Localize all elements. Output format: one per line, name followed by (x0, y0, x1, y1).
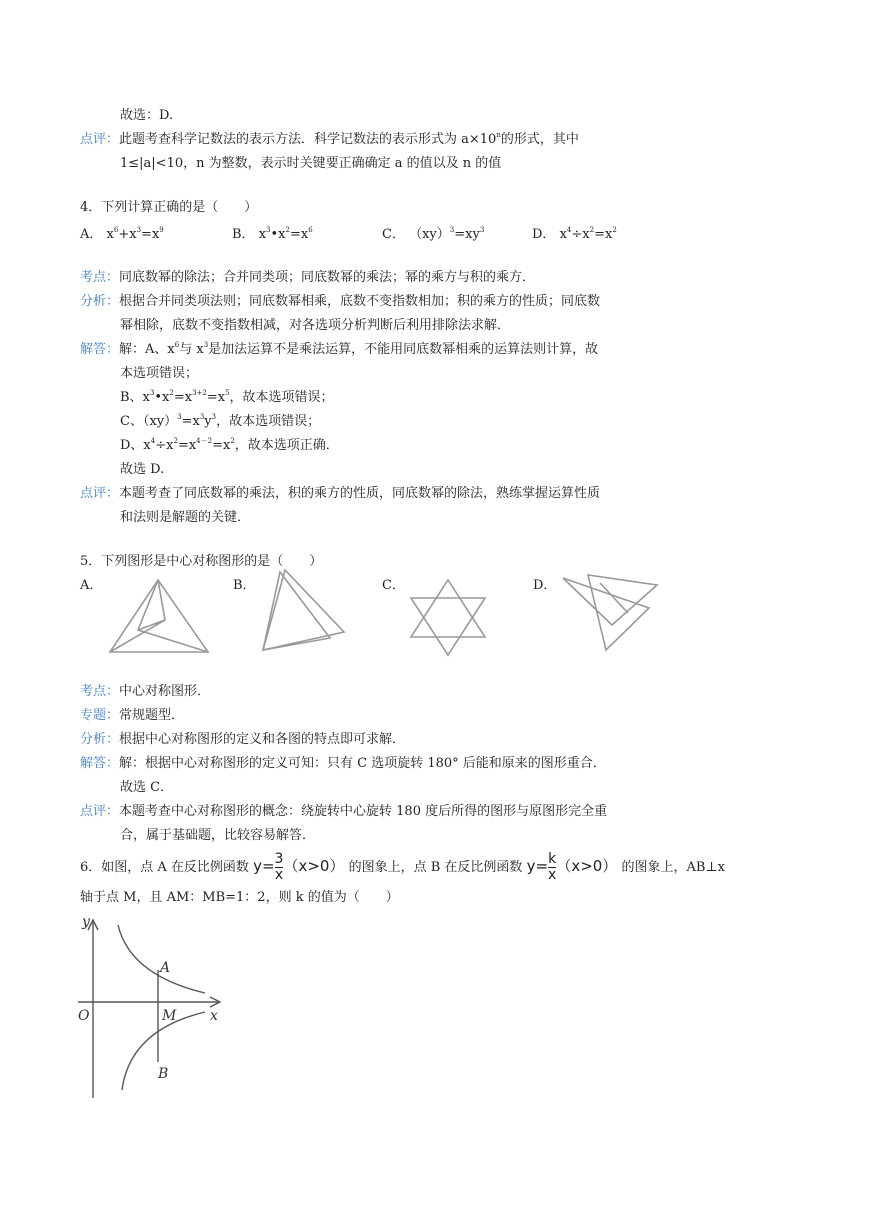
q4-dianping-line2: 和法则是解题的关键． (120, 510, 251, 525)
q4-fenxi-line2: 幂相除，底数不变指数相减，对各选项分析判断后利用排除法求解． (120, 318, 511, 333)
q4-jieda-line4: C、$(xy)^3=x^3y^3$，故本选项错误； (120, 413, 321, 429)
q5-label-c: C． (382, 578, 405, 593)
label-a: A (160, 960, 171, 976)
q4-fenxi-line1: 分析：根据合并同类项法则；同底数幂相乘，底数不变指数相加；积的乘方的性质；同底数 (80, 294, 601, 309)
q4-jieda-line2: 本选项错误； (120, 366, 199, 381)
q4-option-c: C． $(xy)^3=xy^3$ (382, 226, 485, 242)
q4-jieda-line6: 故选 D. (120, 462, 165, 477)
prev-comment-line2: 1≤|a|<10，n 为整数，表示时关键要正确确定 a 的值以及 n 的值 (120, 156, 502, 171)
label-y: y (82, 914, 90, 930)
q5-dianping-line2: 合，属于基础题，比较容易解答． (120, 828, 316, 843)
q5-jieda-line1: 解答：解：根据中心对称图形的定义可知：只有 C 选项旋转 180° 后能和原来的图形重合． (80, 756, 606, 771)
q5-label-b: B． (233, 578, 256, 593)
q4-option-a: A． $x^6+x^3=x^9$ (80, 226, 164, 242)
label-m: M (162, 1008, 177, 1024)
q5-fenxi: 分析：根据中心对称图形的定义和各图的特点即可求解． (80, 732, 406, 747)
q4-stem: 4．下列计算正确的是（ ） (80, 200, 258, 215)
q5-zhuanti: 专题：常规题型． (80, 708, 185, 723)
q5-jieda-line2: 故选 C． (120, 780, 174, 795)
q4-option-b: B． $x^3•x^2=x^6$ (232, 226, 313, 242)
prev-answer: 故选：D. (120, 108, 174, 123)
q4-jieda-line3: B、$x^3•x^2=x^{3+2}=x^5$，故本选项错误； (120, 389, 334, 405)
q6-stem-line1: 6．如图，点 A 在反比例函数 y= $\frac{3}{x}$ （x>0） 的图象上，点 B 在反比例函数 y= $\frac{k}{x}$ （x>0） 的图象上，AB⊥x (80, 851, 725, 883)
q4-jieda-line5: D、$x^4\div x^2=x^{4-2}=x^2$，故本选项正确． (120, 437, 339, 453)
q5-kaodian: 考点：中心对称图形． (80, 684, 211, 699)
prev-comment-line1: 点评：此题考查科学记数法的表示方法．科学记数法的表示形式为 $a\times 10^n$的形式，其中 (80, 131, 579, 147)
q5-dianping-line1: 点评：本题考查中心对称图形的概念：绕旋转中心旋转 180 度后所得的图形与原图形完全重 (80, 804, 608, 819)
fraction-k-over-x: $\frac{k}{x}$ (548, 851, 557, 883)
label-x: x (210, 1008, 218, 1024)
label-b: B (158, 1066, 169, 1082)
q4-option-d: D． $x^4\div x^2=x^2$ (532, 226, 617, 242)
q5-stem: 5．下列图形是中心对称图形的是（ ） (80, 554, 323, 569)
q5-label-d: D． (533, 578, 557, 593)
fraction-3-over-x: $\frac{3}{x}$ (274, 851, 284, 883)
comment-tag: 点评： (80, 132, 120, 147)
label-o: O (78, 1008, 90, 1024)
q4-kaodian: 考点：同底数幂的除法；合并同类项；同底数幂的乘法；幂的乘方与积的乘方． (80, 270, 536, 285)
q6-stem-line2: 轴于点 M，且 AM：MB=1：2，则 k 的值为（ ） (80, 890, 399, 905)
q4-dianping-line1: 点评：本题考查了同底数幂的乘法，积的乘方的性质，同底数幂的除法，熟练掌握运算性质 (80, 486, 601, 501)
q4-jieda-line1: 解答：解：A、$x^6$与 $x^3$是加法运算不是乘法运算，不能用同底数幂相乘的运算法则计算，故 (80, 341, 599, 357)
curve-3-over-x (118, 925, 205, 993)
q5-label-a: A． (80, 578, 103, 593)
